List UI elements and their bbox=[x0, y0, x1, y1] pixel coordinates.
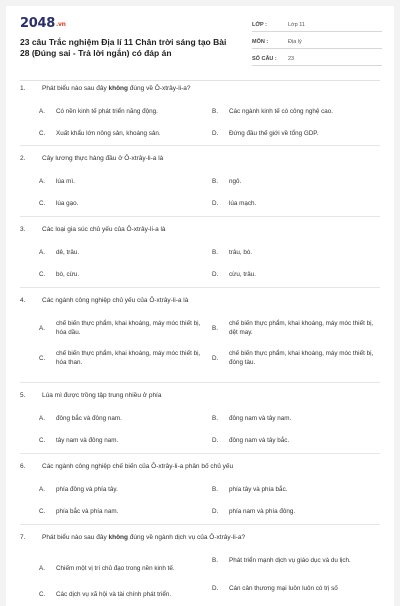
site-logo[interactable]: 2048.vn bbox=[20, 16, 66, 31]
question-text: Cây lương thực hàng đầu ở Ô-xtrây-li-a là bbox=[42, 155, 164, 162]
answer-option-b[interactable]: B. chế biến thực phẩm, khai khoáng, máy móc thiết bị, dệt may. bbox=[212, 320, 374, 336]
answer-option-a[interactable]: A. Có nền kinh tế phát triển năng động. bbox=[39, 108, 158, 115]
page-title: 23 câu Trắc nghiệm Địa lí 11 Chân trời sáng tạo Bài 28 (Đúng sai - Trả lời ngắn) có đáp án bbox=[20, 37, 227, 58]
question-text: Các ngành công nghiệp chế biến của Ô-xtrây-li-a phân bố chủ yếu bbox=[42, 463, 234, 470]
answer-option-b[interactable]: B. Các ngành kinh tế có công nghệ cao. bbox=[212, 108, 333, 115]
question-number: 7. bbox=[20, 534, 26, 541]
answer-option-b[interactable]: B. đông nam và tây nam. bbox=[212, 415, 292, 422]
answer-option-b[interactable]: B. Phát triển mạnh dịch vụ giáo dục và du lịch. bbox=[212, 557, 351, 564]
question-number: 3. bbox=[20, 226, 26, 233]
document-page bbox=[6, 6, 394, 606]
question-divider bbox=[20, 453, 380, 454]
answer-option-b[interactable]: B. ngô. bbox=[212, 178, 242, 185]
question-5 bbox=[20, 391, 382, 444]
question-7 bbox=[20, 533, 382, 606]
meta-class bbox=[252, 18, 382, 32]
question-text: Lúa mì được trồng tập trung nhiều ở phía bbox=[42, 392, 162, 399]
answer-option-d[interactable]: D. lúa mạch. bbox=[212, 200, 257, 207]
question-text: Phát biểu nào sau đây không đúng về ngành dịch vụ của Ô-xtrây-li-a? bbox=[42, 534, 246, 541]
question-divider bbox=[20, 145, 380, 146]
question-divider bbox=[20, 287, 380, 288]
question-number: 2. bbox=[20, 155, 26, 162]
answer-option-c[interactable]: C. bò, cừu. bbox=[39, 271, 80, 278]
answer-option-c[interactable]: C. phía bắc và phía nam. bbox=[39, 508, 119, 515]
answer-option-a[interactable]: A. Chiếm một vị trí chủ đạo trong nền kinh tế. bbox=[39, 565, 175, 572]
answer-option-c[interactable]: C. Xuất khẩu lớn nông sản, khoáng sản. bbox=[39, 130, 161, 137]
answer-option-a[interactable]: A. lúa mì. bbox=[39, 178, 75, 185]
question-divider bbox=[20, 524, 380, 525]
answer-option-d[interactable]: D. chế biến thực phẩm, khai khoáng, máy móc thiết bị, đóng tàu. bbox=[212, 350, 374, 366]
answer-option-c[interactable]: C. tây nam và đông nam. bbox=[39, 437, 119, 444]
meta-count bbox=[252, 52, 382, 66]
question-3 bbox=[20, 225, 382, 278]
answer-option-b[interactable]: B. phía tây và phía bắc. bbox=[212, 486, 288, 493]
question-number: 5. bbox=[20, 392, 26, 399]
question-number: 6. bbox=[20, 463, 26, 470]
answer-option-c[interactable]: C. lúa gạo. bbox=[39, 200, 79, 207]
page-header bbox=[6, 6, 394, 86]
answer-option-b[interactable]: B. trâu, bò. bbox=[212, 249, 253, 256]
answer-option-a[interactable]: A. chế biến thực phẩm, khai khoáng, máy móc thiết bị, hóa dầu. bbox=[39, 320, 201, 336]
answer-option-d[interactable]: D. cừu, trâu. bbox=[212, 271, 256, 278]
question-2 bbox=[20, 154, 382, 207]
question-number: 4. bbox=[20, 297, 26, 304]
meta-subject-label: MÔN : bbox=[252, 38, 269, 45]
meta-count-label: SỐ CÂU : bbox=[252, 55, 277, 62]
answer-option-d[interactable]: D. đông nam và tây bắc. bbox=[212, 437, 290, 444]
answer-option-d[interactable]: D. Đứng đầu thế giới về tổng GDP. bbox=[212, 130, 319, 137]
question-4 bbox=[20, 296, 382, 379]
meta-class-value: Lớp 11 bbox=[288, 21, 305, 28]
header-divider bbox=[20, 80, 380, 81]
answer-option-d[interactable]: D. Cán cân thương mại luôn luôn có trị số bbox=[212, 585, 338, 592]
answer-option-a[interactable]: A. đông bắc và đông nam. bbox=[39, 415, 122, 422]
question-text: Các loại gia súc chủ yếu của Ô-xtrây-li-a là bbox=[42, 226, 166, 233]
answer-option-d[interactable]: D. phía nam và phía đông. bbox=[212, 508, 296, 515]
question-text: Các ngành công nghiệp chủ yếu của Ô-xtrây-li-a là bbox=[42, 297, 189, 304]
question-number: 1. bbox=[20, 85, 26, 92]
question-1 bbox=[20, 84, 382, 137]
meta-count-value: 23 bbox=[288, 55, 295, 62]
answer-option-a[interactable]: A. phía đông và phía tây. bbox=[39, 486, 118, 493]
answer-option-c[interactable]: C. Các dịch vụ xã hội và tài chính phát triển. bbox=[39, 591, 172, 598]
meta-subject-value: Địa lý bbox=[288, 38, 302, 45]
question-6 bbox=[20, 462, 382, 515]
question-divider bbox=[20, 216, 380, 217]
meta-subject bbox=[252, 35, 382, 49]
document-meta bbox=[252, 18, 382, 69]
answer-option-a[interactable]: A. dê, trâu. bbox=[39, 249, 80, 256]
answer-option-c[interactable]: C. chế biến thực phẩm, khai khoáng, máy móc thiết bị, hóa than. bbox=[39, 350, 201, 366]
question-divider bbox=[20, 382, 380, 383]
meta-class-label: LỚP : bbox=[252, 21, 267, 28]
question-text: Phát biểu nào sau đây không đúng về Ô-xtrây-li-a? bbox=[42, 85, 191, 92]
